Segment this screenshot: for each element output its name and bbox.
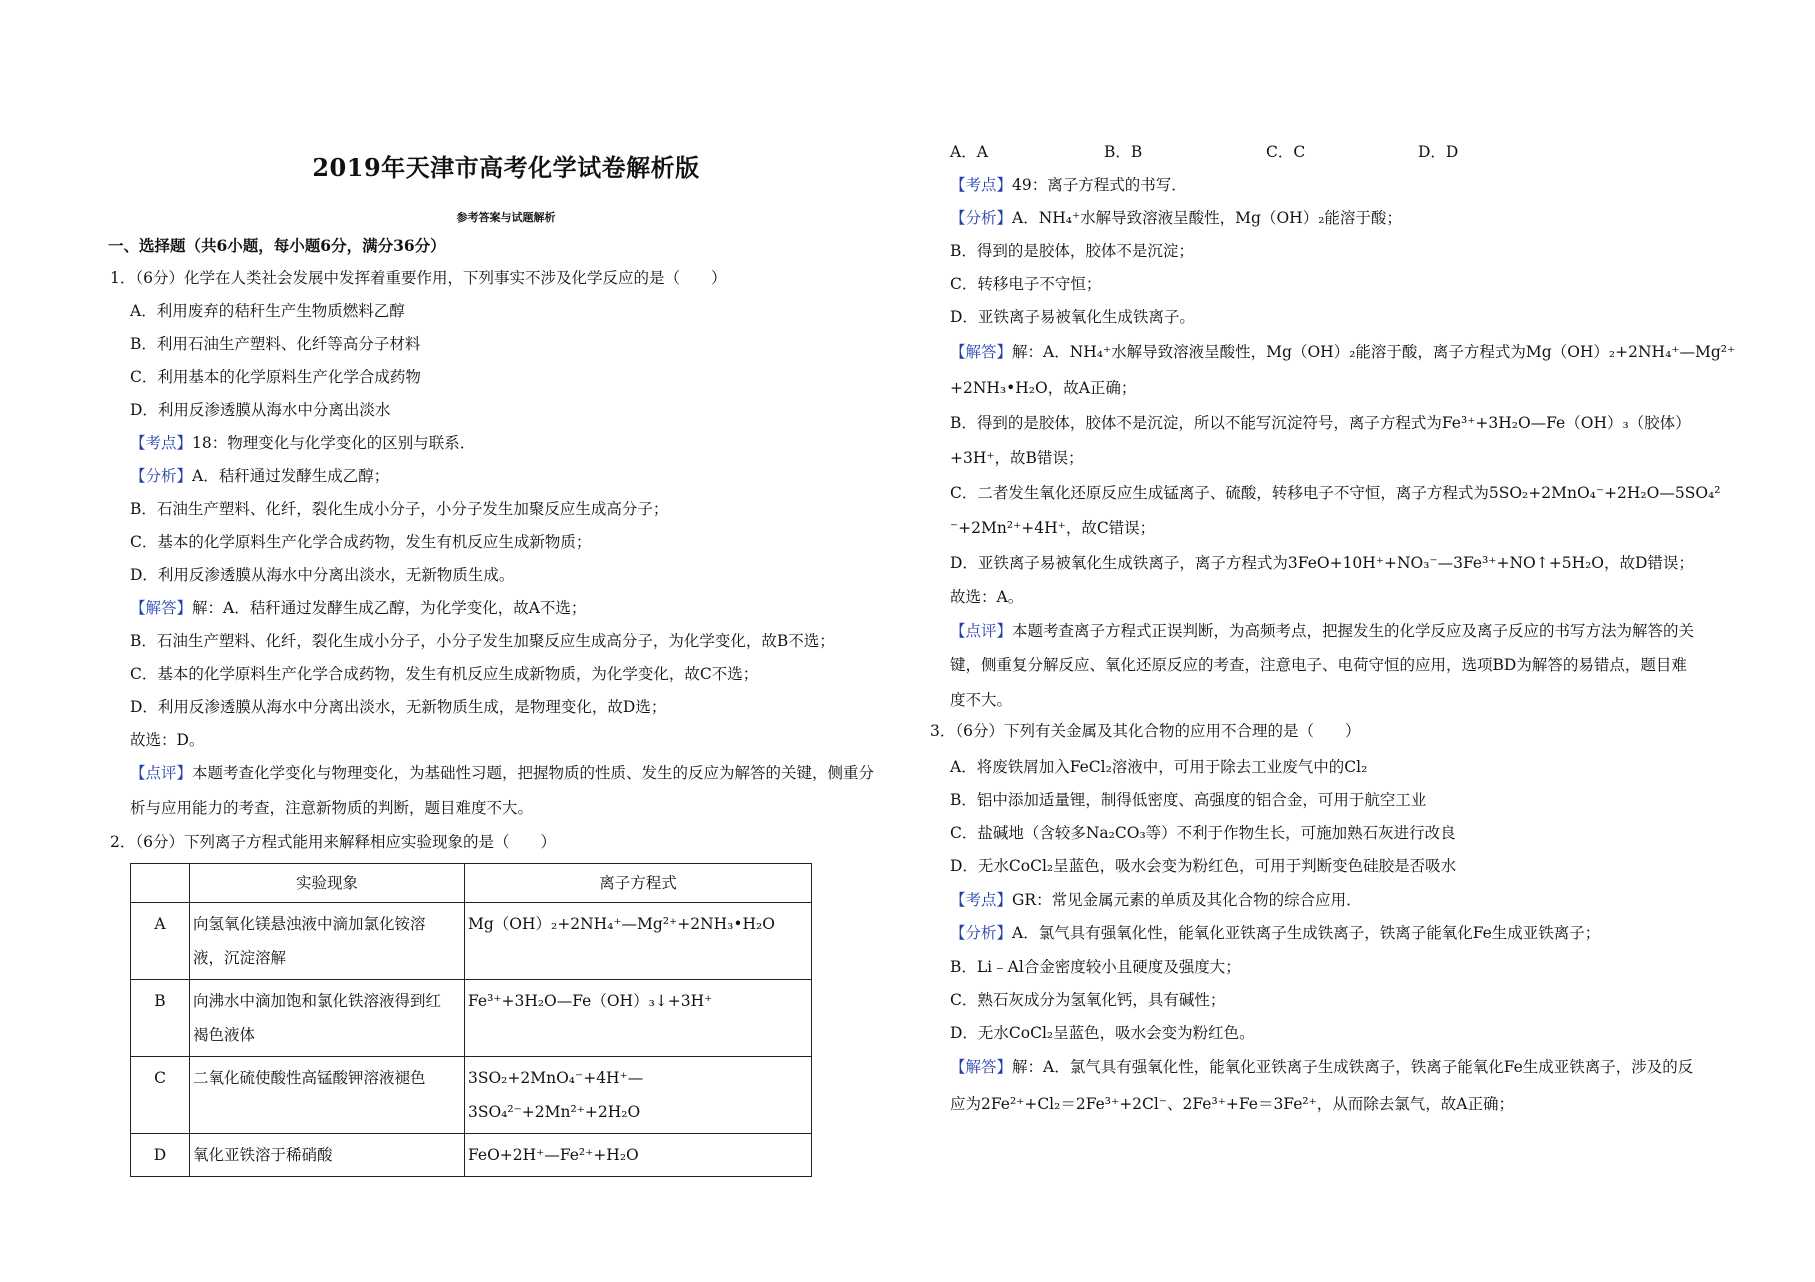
row-equation: FeO+2H⁺—Fe²⁺+H₂O [465, 1134, 812, 1177]
q2-jieda-line: B．得到的是胶体，胶体不是沉淀，所以不能写沉淀符号，离子方程式为Fe³⁺+3H₂O—Fe（OH）₃（胶体） [950, 414, 1691, 432]
table-header-row [131, 864, 812, 903]
q1-stem: 1．（6分）化学在人类社会发展中发挥着重要作用，下列事实不涉及化学反应的是（ ） [110, 269, 727, 287]
q1-jieda-b: B．石油生产塑料、化纤，裂化生成小分子，小分子发生加聚反应生成高分子，为化学变化，故B不选； [130, 632, 835, 650]
dianping-tag: 【点评】 [130, 764, 193, 782]
q3-option-d: D．无水CoCl₂呈蓝色，吸水会变为粉红色，可用于判断变色硅胶是否吸水 [950, 857, 1457, 875]
q2-fenxi [950, 208, 1402, 228]
q2-fenxi-b: B．得到的是胶体，胶体不是沉淀； [950, 242, 1194, 260]
q1-kaodian [130, 433, 475, 453]
q2-jieda-text: 解：A．NH₄⁺水解导致溶液呈酸性，Mg（OH）₂能溶于酸，离子方程式为Mg（OH）₂+2NH₄⁺—Mg²⁺ [1012, 343, 1736, 361]
table-row [131, 903, 812, 980]
q1-fenxi-c: C．基本的化学原料生产化学合成药物，发生有机反应生成新物质； [130, 533, 592, 551]
q2-fenxi-c: C．转移电子不守恒； [950, 275, 1102, 293]
q2-fenxi-text: A．NH₄⁺水解导致溶液呈酸性，Mg（OH）₂能溶于酸； [1012, 209, 1402, 227]
q1-dianping-text: 本题考查化学变化与物理变化，为基础性习题，把握物质的性质、发生的反应为解答的关键，侧重分 [192, 764, 875, 782]
q2-answer: 故选：A。 [950, 588, 1024, 606]
row-equation: 3SO₂+2MnO₄⁻+4H⁺—3SO₄²⁻+2Mn²⁺+2H₂O [465, 1057, 812, 1134]
q1-jieda [130, 598, 586, 618]
q2-dianping [950, 621, 1694, 641]
q1-dianping [130, 763, 874, 783]
q1-fenxi-d: D．利用反渗透膜从海水中分离出淡水，无新物质生成。 [130, 566, 515, 584]
table-row [131, 1057, 812, 1134]
q1-dianping-2: 析与应用能力的考查，注意新物质的判断，题目难度不大。 [130, 799, 534, 817]
q3-fenxi [950, 923, 1600, 943]
q2-jieda-line: D．亚铁离子易被氧化生成铁离子，离子方程式为3FeO+10H⁺+NO₃⁻—3Fe³⁺+NO↑+5H₂O，故D错误； [950, 554, 1694, 572]
q1-jieda-c: C．基本的化学原料生产化学合成药物，发生有机反应生成新物质，为化学变化，故C不选； [130, 665, 759, 683]
q2-dianping-text: 本题考查离子方程式正误判断，为高频考点，把握发生的化学反应及离子反应的书写方法为解答的关 [1012, 622, 1695, 640]
q1-jieda-text: 解：A．秸秆通过发酵生成乙醇，为化学变化，故A不选； [192, 599, 587, 617]
q3-fenxi-text: A．氯气具有强氧化性，能氧化亚铁离子生成铁离子，铁离子能氧化Fe生成亚铁离子； [1012, 924, 1601, 942]
page-title: 2019年天津市高考化学试卷解析版 [312, 153, 700, 182]
q3-fenxi-b: B．Li﹣Al合金密度较小且硬度及强度大； [950, 958, 1241, 976]
q2-stem: 2．（6分）下列离子方程式能用来解释相应实验现象的是（ ） [110, 833, 556, 851]
table-row [131, 980, 812, 1057]
q3-option-a: A．将废铁屑加入FeCl₂溶液中，可用于除去工业废气中的Cl₂ [950, 758, 1368, 776]
q3-jieda [950, 1057, 1693, 1077]
row-phenomenon: 二氧化硫使酸性高锰酸钾溶液褪色 [190, 1057, 465, 1134]
q2-option-a: A．A [950, 143, 988, 161]
q2-table [130, 863, 812, 1177]
q1-answer: 故选：D。 [130, 731, 205, 749]
q1-fenxi-b: B．石油生产塑料、化纤，裂化生成小分子，小分子发生加聚反应生成高分子； [130, 500, 669, 518]
q2-dianping-line: 键，侧重复分解反应、氧化还原反应的考查，注意电子、电荷守恒的应用，选项BD为解答的易错点，题目难 [950, 656, 1687, 674]
q2-option-b: B．B [1104, 143, 1143, 161]
kaodian-tag: 【考点】 [130, 434, 193, 452]
fenxi-tag: 【分析】 [130, 467, 193, 485]
q2-jieda-line: ⁻+2Mn²⁺+4H⁺，故C错误； [950, 519, 1156, 537]
fenxi-tag: 【分析】 [950, 924, 1013, 942]
row-phenomenon [190, 903, 465, 980]
q2-option-d: D．D [1418, 143, 1459, 161]
q1-jieda-d: D．利用反渗透膜从海水中分离出淡水，无新物质生成，是物理变化，故D选； [130, 698, 667, 716]
q1-option-d: D．利用反渗透膜从海水中分离出淡水 [130, 401, 391, 419]
q3-option-c: C．盐碱地（含较多Na₂CO₃等）不利于作物生长，可施加熟石灰进行改良 [950, 824, 1456, 842]
section-heading: 一、选择题（共6小题，每小题6分，满分36分） [108, 236, 446, 255]
q3-kaodian-text: GR：常见金属元素的单质及其化合物的综合应用． [1012, 891, 1362, 909]
row-phenomenon: 氧化亚铁溶于稀硝酸 [190, 1134, 465, 1177]
row-key: B [131, 980, 190, 1057]
q3-option-b: B．铝中添加适量锂，制得低密度、高强度的铝合金，可用于航空工业 [950, 791, 1427, 809]
row-phenomenon [190, 980, 465, 1057]
q2-jieda [950, 342, 1735, 362]
table-header-equation: 离子方程式 [465, 864, 812, 903]
q3-fenxi-c: C．熟石灰成分为氢氧化钙，具有碱性； [950, 991, 1226, 1009]
row-key: D [131, 1134, 190, 1177]
q2-jieda-line: +2NH₃•H₂O，故A正确； [950, 379, 1137, 397]
q1-option-c: C．利用基本的化学原料生产化学合成药物 [130, 368, 421, 386]
jieda-tag: 【解答】 [950, 1058, 1013, 1076]
q3-kaodian [950, 890, 1362, 910]
q2-kaodian-text: 49：离子方程式的书写． [1012, 176, 1187, 194]
page-subtitle: 参考答案与试题解析 [456, 211, 556, 224]
q3-jieda-line: 应为2Fe²⁺+Cl₂＝2Fe³⁺+2Cl⁻、2Fe³⁺+Fe＝3Fe²⁺，从而除去氯气，故A正确； [950, 1095, 1514, 1113]
row-key: C [131, 1057, 190, 1134]
q2-dianping-line: 度不大。 [950, 691, 1013, 709]
phenomenon-line: 液，沉淀溶解 [193, 949, 287, 967]
q2-fenxi-d: D．亚铁离子易被氧化生成铁离子。 [950, 308, 1195, 326]
dianping-tag: 【点评】 [950, 622, 1013, 640]
q2-jieda-line: +3H⁺，故B错误； [950, 449, 1084, 467]
q1-kaodian-text: 18：物理变化与化学变化的区别与联系． [192, 434, 476, 452]
phenomenon-line: 向氢氧化镁悬浊液中滴加氯化铵溶 [193, 915, 426, 933]
kaodian-tag: 【考点】 [950, 891, 1013, 909]
q3-jieda-text: 解：A．氯气具有强氧化性，能氧化亚铁离子生成铁离子，铁离子能氧化Fe生成亚铁离子，涉及的反 [1012, 1058, 1694, 1076]
row-equation: Fe³⁺+3H₂O—Fe（OH）₃↓+3H⁺ [465, 980, 812, 1057]
kaodian-tag: 【考点】 [950, 176, 1013, 194]
phenomenon-line: 褐色液体 [193, 1026, 256, 1044]
q1-fenxi [130, 466, 389, 486]
q1-option-a: A．利用废弃的秸秆生产生物质燃料乙醇 [130, 302, 405, 320]
fenxi-tag: 【分析】 [950, 209, 1013, 227]
row-key: A [131, 903, 190, 980]
jieda-tag: 【解答】 [130, 599, 193, 617]
table-row [131, 1134, 812, 1177]
jieda-tag: 【解答】 [950, 343, 1013, 361]
q3-stem: 3．（6分）下列有关金属及其化合物的应用不合理的是（ ） [930, 722, 1361, 740]
q2-option-c: C．C [1266, 143, 1306, 161]
q1-option-b: B．利用石油生产塑料、化纤等高分子材料 [130, 335, 421, 353]
q2-kaodian [950, 175, 1187, 195]
phenomenon-line: 向沸水中滴加饱和氯化铁溶液得到红 [193, 992, 442, 1010]
q1-fenxi-text: A．秸秆通过发酵生成乙醇； [192, 467, 390, 485]
q3-fenxi-d: D．无水CoCl₂呈蓝色，吸水会变为粉红色。 [950, 1024, 1255, 1042]
q2-jieda-line: C．二者发生氧化还原反应生成锰离子、硫酸，转移电子不守恒，离子方程式为5SO₂+2MnO₄⁻+2H₂O—5SO₄² [950, 484, 1721, 502]
table-header-phenomenon: 实验现象 [190, 864, 465, 903]
row-equation: Mg（OH）₂+2NH₄⁺—Mg²⁺+2NH₃•H₂O [465, 903, 812, 980]
